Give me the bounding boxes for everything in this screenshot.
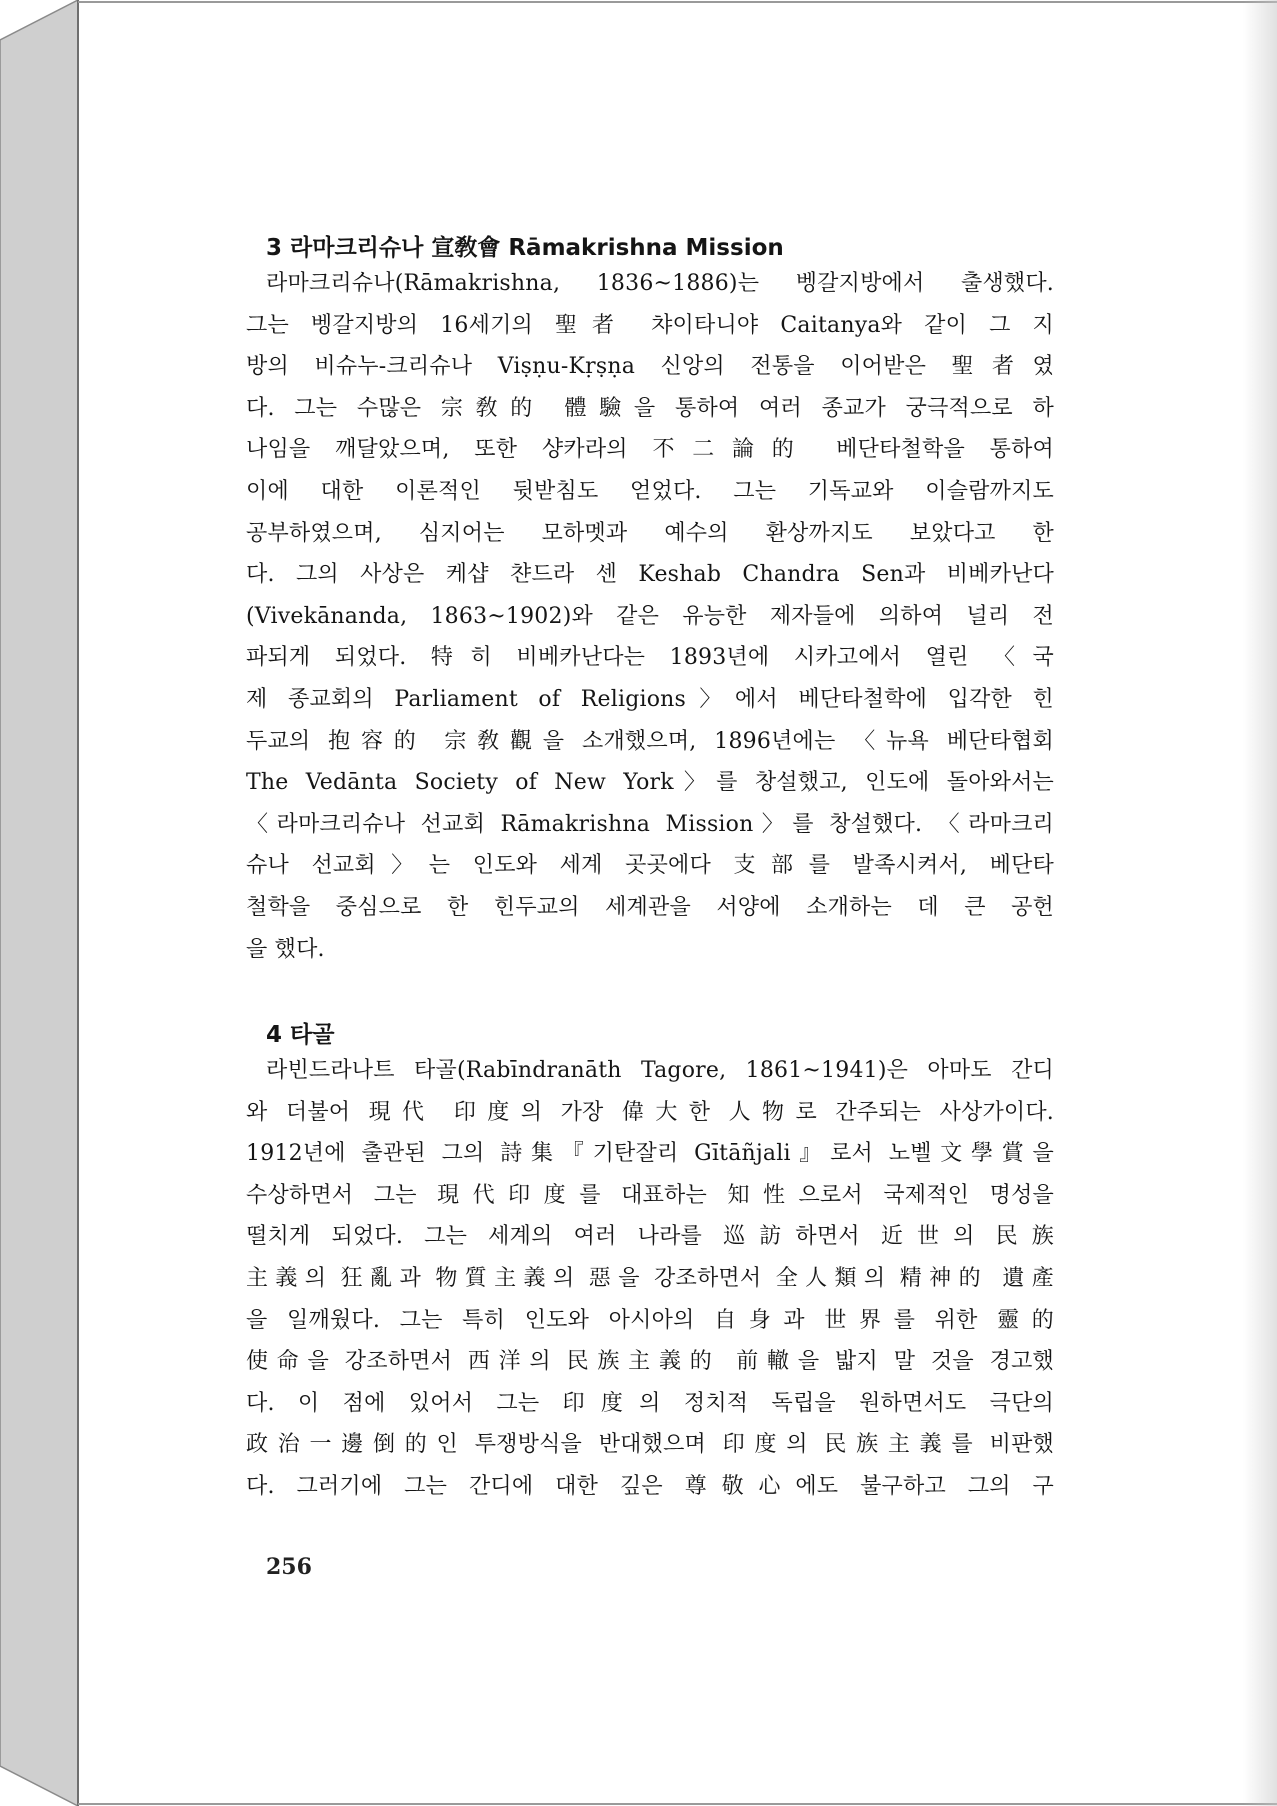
text-line: 나임을 깨달았으며, 또한 샹카라의 不二論的 베단타철학을 통하여	[246, 437, 1054, 463]
section-4-heading: 4 타골	[266, 1022, 335, 1049]
text-line: 공부하였으며, 심지어는 모하멧과 예수의 환상까지도 보았다고 한	[246, 520, 1054, 546]
text-line: 라빈드라나트 타골(Rabīndranāth Tagore, 1861~1941)은 아마도 간디	[266, 1058, 1054, 1084]
text-line: 그는 벵갈지방의 16세기의 聖者 챠이타니야 Caitanya와 같이 그 지	[246, 312, 1054, 338]
text-line: 이에 대한 이론적인 뒷받침도 얻었다. 그는 기독교와 이슬람까지도	[246, 478, 1054, 504]
text-line: 와 더불어 現代 印度의 가장 偉大한 人物로 간주되는 사상가이다.	[246, 1099, 1054, 1125]
page-text	[246, 233, 1054, 1508]
text-line: 〈라마크리슈나 선교회 Rāmakrishna Mission〉를 창설했다. 〈라마크리	[246, 811, 1054, 837]
section-3-paragraph	[246, 263, 1054, 970]
text-line: 떨치게 되었다. 그는 세계의 여러 나라를 巡訪하면서 近世의 民族	[246, 1224, 1054, 1250]
text-line: 라마크리슈나(Rāmakrishna, 1836~1886)는 벵갈지방에서 출생했다.	[266, 271, 1054, 296]
text-line: 슈나 선교회〉는 인도와 세계 곳곳에다 支部를 발족시켜서, 베단타	[246, 853, 1054, 879]
section-gap	[246, 970, 1054, 1020]
text-line: 다. 이 점에 있어서 그는 印度의 정치적 독립을 원하면서도 극단의	[246, 1390, 1054, 1416]
text-line: The Vedānta Society of New York〉를 창설했고, 인도에 돌아와서는	[246, 770, 1054, 796]
text-line: 두교의 抱容的 宗敎觀을 소개했으며, 1896년에는 〈뉴욕 베단타협회	[246, 728, 1054, 754]
text-line: 主義의 狂亂과 物質主義의 惡을 강조하면서 全人類의 精神的 遺產	[246, 1266, 1054, 1292]
text-line: 을 했다.	[246, 936, 325, 962]
text-line: 파되게 되었다. 特히 비베카난다는 1893년에 시카고에서 열린 〈국	[246, 645, 1054, 671]
section-4-paragraph	[246, 1050, 1054, 1508]
book-spine-shape	[0, 0, 78, 1806]
page-right-shadow	[1243, 0, 1277, 1806]
text-line: 1912년에 출관된 그의 詩集『기탄잘리 Gītāñjali』로서 노벨文學賞을	[246, 1141, 1054, 1167]
section-3-heading: 3 라마크리슈나 宣敎會 Rāmakrishna Mission	[266, 235, 784, 261]
text-line: 다. 그러기에 그는 간디에 대한 깊은 尊敬心에도 불구하고 그의 구	[246, 1474, 1054, 1500]
text-line: 使命을 강조하면서 西洋의 民族主義的 前轍을 밟지 말 것을 경고했	[246, 1349, 1054, 1375]
text-line: 철학을 중심으로 한 힌두교의 세계관을 서양에 소개하는 데 큰 공헌	[246, 894, 1054, 920]
text-line: 수상하면서 그는 現代印度를 대표하는 知性으로서 국제적인 명성을	[246, 1182, 1054, 1208]
text-line: 政治一邊倒的인 투쟁방식을 반대했으며 印度의 民族主義를 비판했	[246, 1432, 1054, 1458]
text-line: 제 종교회의 Parliament of Religions〉에서 베단타철학에 입각한 힌	[246, 686, 1054, 712]
text-line: 을 일깨웠다. 그는 특히 인도와 아시아의 自身과 世界를 위한 靈的	[246, 1307, 1054, 1333]
page-number: 256	[266, 1554, 312, 1580]
text-line: 다. 그는 수많은 宗敎的 體驗을 통하여 여러 종교가 궁극적으로 하	[246, 395, 1054, 421]
text-line: 다. 그의 사상은 케샵 챤드라 센 Keshab Chandra Sen과 비베카난다	[246, 562, 1054, 588]
text-line: 방의 비슈누-크리슈나 Viṣṇu-Kṛṣṇa 신앙의 전통을 이어받은 聖者였	[246, 354, 1054, 380]
text-line: (Vivekānanda, 1863~1902)와 같은 유능한 제자들에 의하여 널리 전	[246, 603, 1054, 629]
